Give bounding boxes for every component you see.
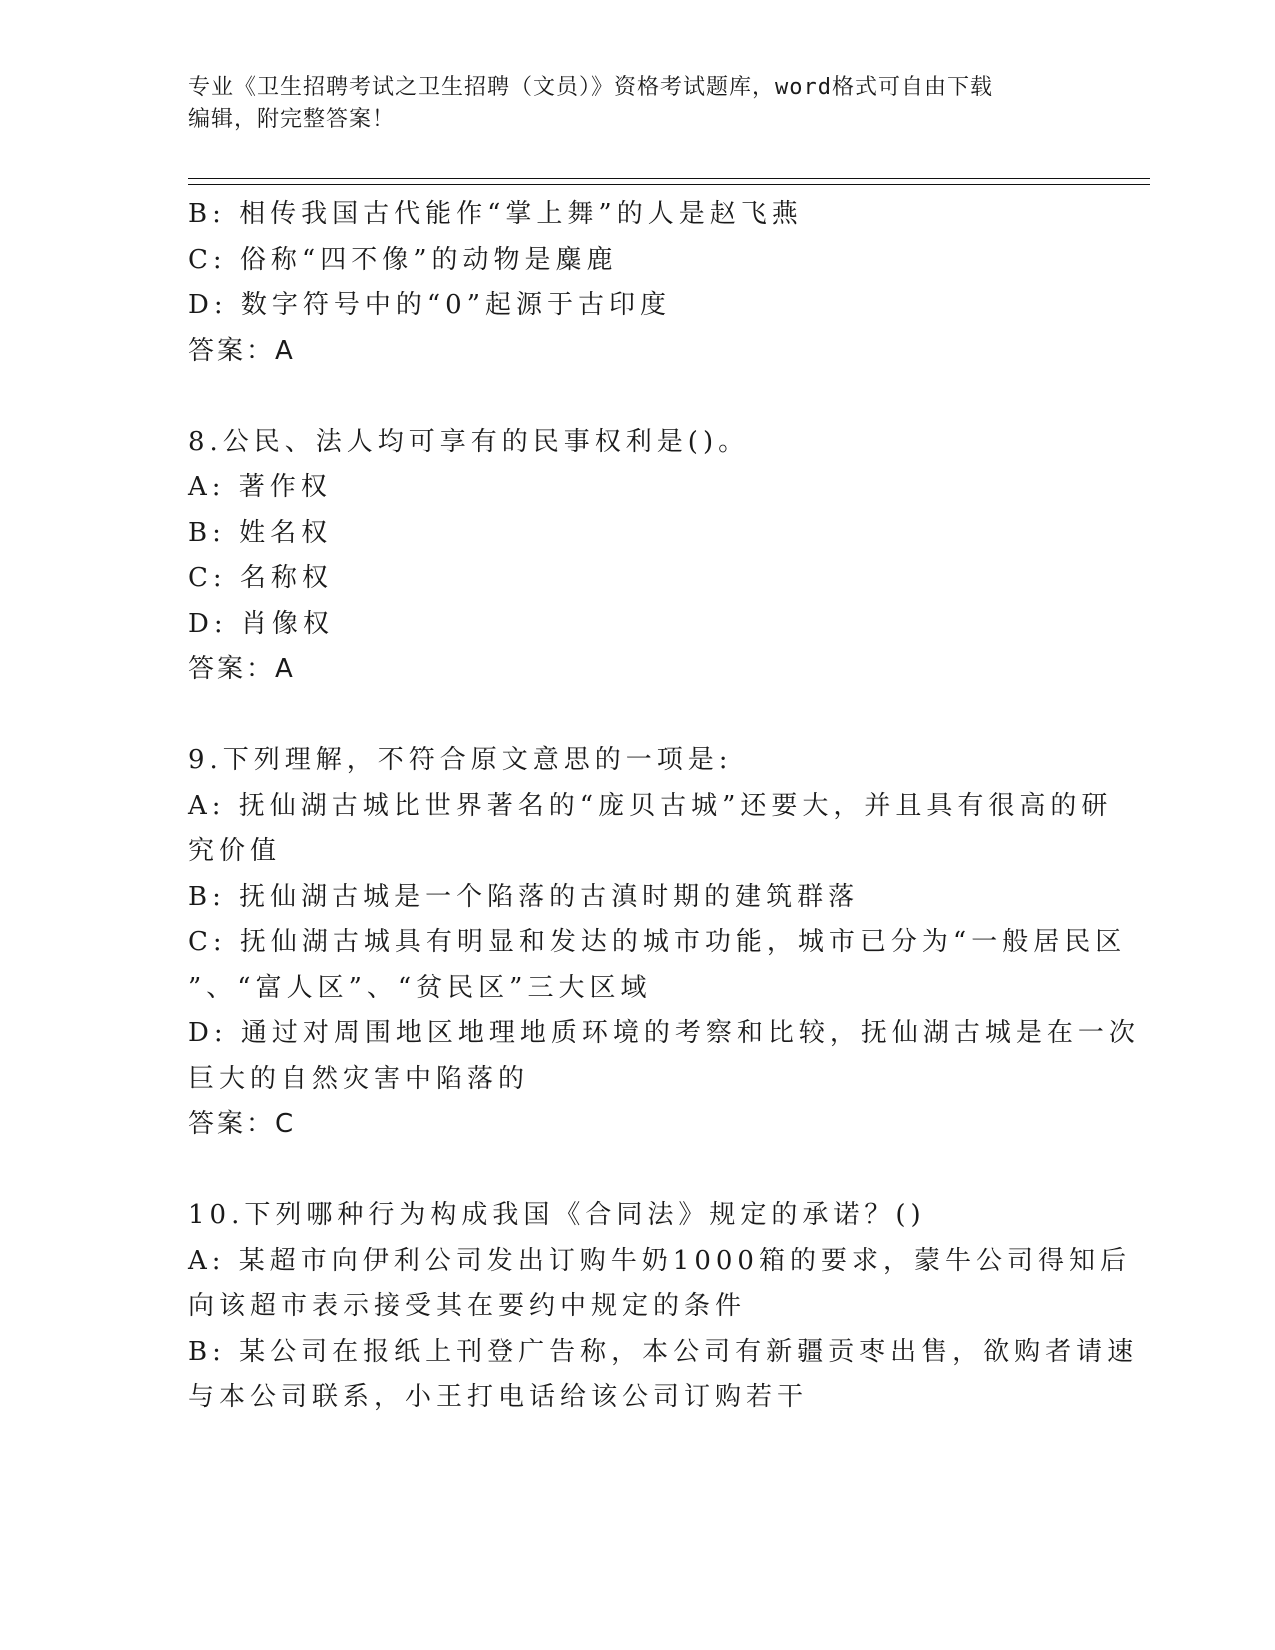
header-line-1: 专业《卫生招聘考试之卫生招聘（文员）》资格考试题库，word格式可自由下载 — [188, 75, 993, 100]
option-c-line-1: C: 抚仙湖古城具有明显和发达的城市功能，城市已分为“一般居民区 — [188, 927, 1127, 957]
option-a-line-1: A: 抚仙湖古城比世界著名的“庞贝古城”还要大，并且具有很高的研 — [188, 790, 1113, 821]
header-rule-bottom — [188, 184, 1150, 185]
option-b: B: 姓名权 — [188, 517, 333, 548]
option-d-line-1: D: 通过对周围地区地理地质环境的考察和比较，抚仙湖古城是在一次 — [188, 1018, 1140, 1048]
question-stem: 9.下列理解，不符合原文意思的一项是: — [188, 745, 733, 775]
option-a-line-1: A: 某超市向伊利公司发出订购牛奶1000箱的要求，蒙牛公司得知后 — [188, 1245, 1131, 1276]
question-stem: 8.公民、法人均可享有的民事权利是()。 — [188, 426, 750, 457]
answer: 答案：C — [188, 1109, 297, 1139]
answer: 答案：A — [188, 335, 296, 366]
header-rule-top — [188, 178, 1150, 179]
spacer — [188, 693, 1088, 739]
header-line-2: 编辑，附完整答案！ — [188, 107, 396, 132]
option-c-line-2: ”、“富人区”、“贫民区”三大区域 — [188, 972, 652, 1003]
option-b-line-2: 与本公司联系，小王打电话给该公司订购若干 — [188, 1382, 809, 1412]
question-8 — [188, 420, 1088, 693]
question-9 — [188, 738, 1140, 1148]
question-10 — [188, 1193, 1139, 1421]
question-prev — [188, 192, 1088, 374]
option-d-line-2: 巨大的自然灾害中陷落的 — [188, 1063, 530, 1094]
question-stem: 10.下列哪种行为构成我国《合同法》规定的承诺？() — [188, 1200, 926, 1230]
spacer — [188, 1148, 1088, 1194]
option-a-line-2: 究价值 — [188, 836, 282, 866]
document-header — [188, 72, 1068, 136]
option-c: C: 名称权 — [188, 563, 333, 593]
question-list — [188, 192, 1140, 1421]
option-d: D: 数字符号中的“0”起源于古印度 — [188, 290, 671, 320]
option-b: B: 相传我国古代能作“掌上舞”的人是赵飞燕 — [188, 199, 803, 229]
option-d: D: 肖像权 — [188, 608, 334, 639]
option-a: A: 著作权 — [188, 472, 332, 502]
answer: 答案：A — [188, 654, 296, 684]
option-b: B: 抚仙湖古城是一个陷落的古滇时期的建筑群落 — [188, 881, 860, 912]
option-a-line-2: 向该超市表示接受其在要约中规定的条件 — [188, 1291, 747, 1321]
option-c: C: 俗称“四不像”的动物是麋鹿 — [188, 244, 618, 275]
option-b-line-1: B: 某公司在报纸上刊登广告称，本公司有新疆贡枣出售，欲购者请速 — [188, 1336, 1139, 1367]
spacer — [188, 374, 1088, 420]
